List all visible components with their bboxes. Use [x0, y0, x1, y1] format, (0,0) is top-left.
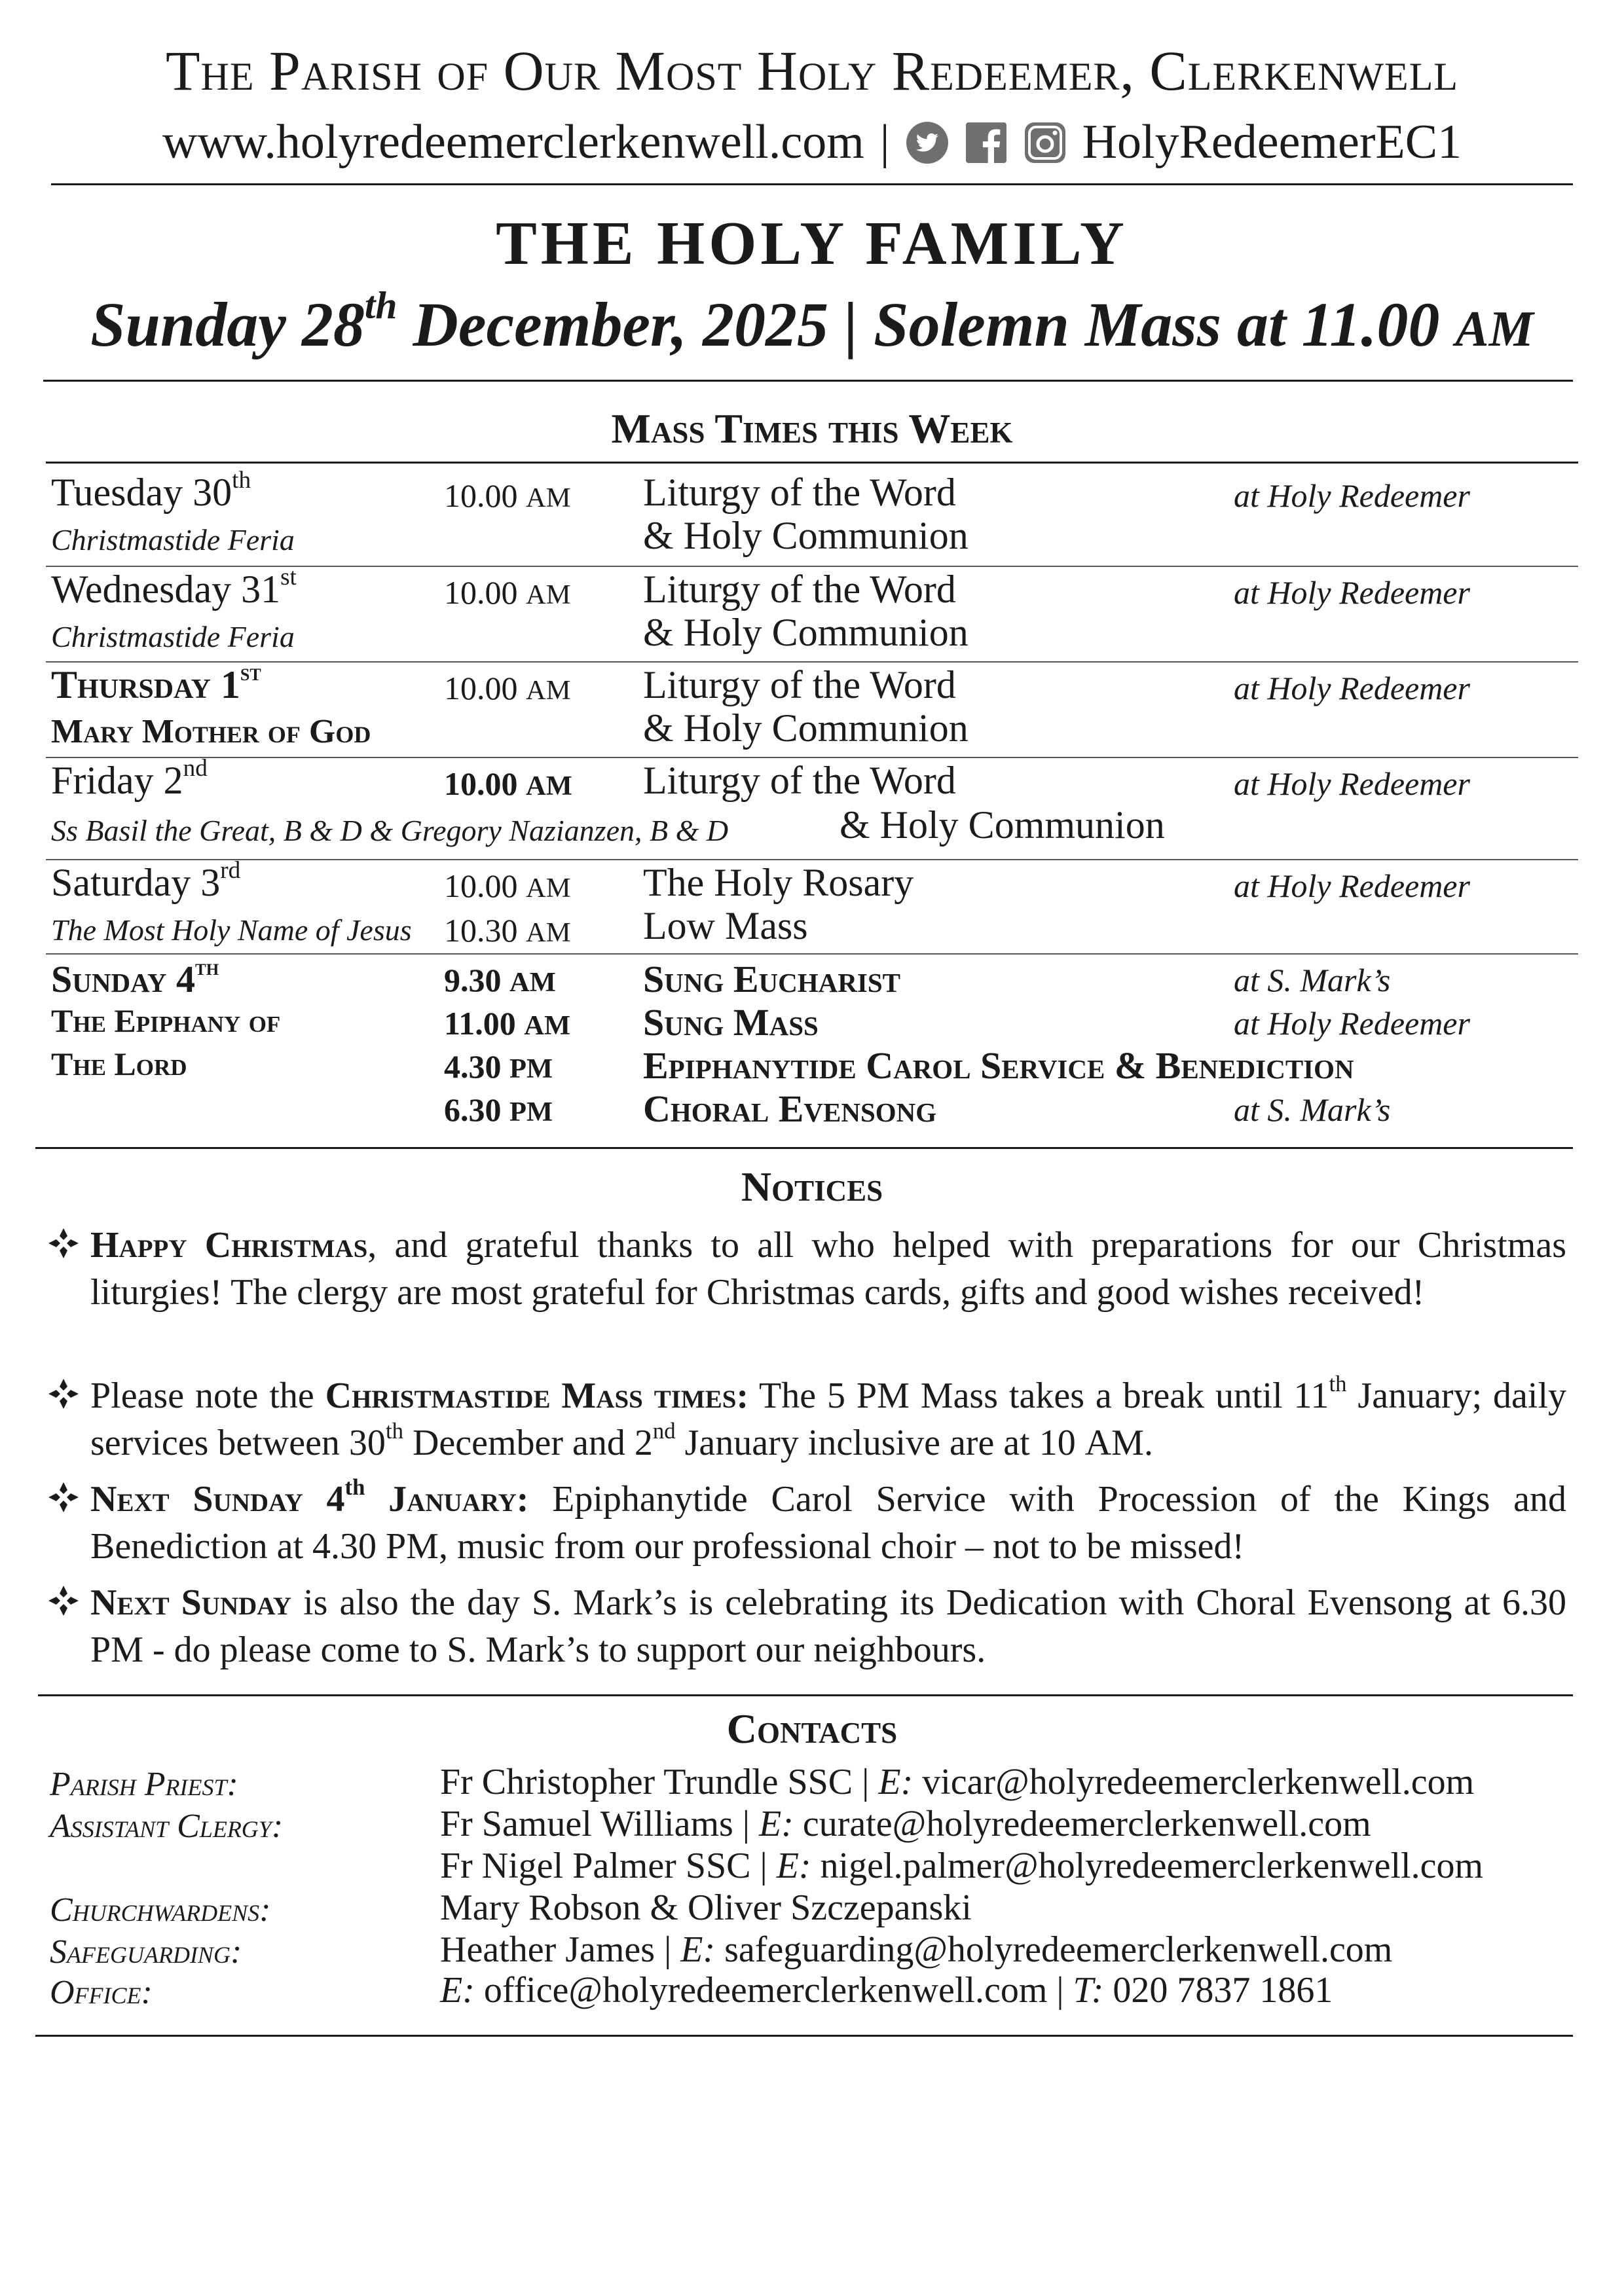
day-label: Sunday 4th: [51, 954, 219, 1000]
social-handle[interactable]: HolyRedeemerEC1: [1082, 115, 1462, 169]
time: 10.00 AM: [444, 477, 571, 514]
liturgy-line-2: & Holy Communion: [643, 611, 969, 654]
time-4: 6.30 PM: [444, 1091, 553, 1128]
contact-value: E: office@holyredeemerclerkenwell.com | T: 020 7837 1861: [440, 1970, 1333, 2011]
day-sub: Mary Mother of God: [51, 713, 371, 750]
liturgy-line-1: Liturgy of the Word: [643, 568, 956, 611]
mass-row-tuesday: [46, 467, 1578, 562]
time: 10.00 AM: [444, 574, 571, 611]
notice-bullet-icon: [47, 1227, 80, 1260]
mass-row-wednesday: [46, 564, 1578, 659]
contacts-bottom-rule: [35, 2035, 1573, 2037]
service-4: Choral Evensong: [643, 1087, 937, 1130]
separator: |: [879, 115, 890, 169]
day-label: Thursday 1st: [51, 659, 261, 706]
contact-value: Mary Robson & Oliver Szczepanski: [440, 1887, 972, 1928]
notices-bottom-rule: [38, 1694, 1573, 1696]
location-1: at S. Mark’s: [1234, 962, 1391, 998]
title-rule: [43, 380, 1573, 382]
liturgy-line-1: The Holy Rosary: [643, 861, 914, 904]
mass-row-friday: [46, 755, 1578, 855]
time-3: 4.30 PM: [444, 1048, 553, 1085]
notices-heading: Notices: [741, 1163, 883, 1210]
contacts-heading: Contacts: [726, 1705, 898, 1752]
location: at Holy Redeemer: [1234, 765, 1470, 802]
contact-value: Fr Nigel Palmer SSC | E: nigel.palmer@holyredeemerclerkenwell.com: [440, 1846, 1484, 1886]
location: at Holy Redeemer: [1234, 477, 1470, 514]
time-2: 11.00 AM: [444, 1005, 571, 1042]
notice-bullet-icon: [47, 1584, 80, 1617]
time-1: 10.00 AM: [444, 867, 571, 904]
contact-label: Assistant Clergy:: [50, 1808, 284, 1845]
liturgy-line-2: & Holy Communion: [643, 514, 969, 557]
service-1: Sung Eucharist: [643, 958, 900, 1000]
location: at Holy Redeemer: [1234, 670, 1470, 706]
location-4: at S. Mark’s: [1234, 1091, 1391, 1128]
time-1: 9.30 AM: [444, 962, 556, 998]
header-rule: [51, 183, 1573, 185]
liturgy-line-1: Liturgy of the Word: [643, 471, 956, 514]
twitter-icon[interactable]: [906, 121, 949, 164]
date-line: Sunday 28th December, 2025 | Solemn Mass at 11.00 AM: [90, 283, 1534, 359]
email-link[interactable]: nigel.palmer@holyredeemerclerkenwell.com: [811, 1846, 1484, 1886]
contact-label: Churchwardens:: [50, 1891, 271, 1929]
contact-value: Fr Christopher Trundle SSC | E: vicar@holyredeemerclerkenwell.com: [440, 1762, 1475, 1802]
day-label: Wednesday 31st: [51, 564, 297, 611]
notice-bullet-icon: [47, 1377, 80, 1410]
mass-times-heading: Mass Times this Week: [611, 405, 1013, 452]
liturgy-line-1: Liturgy of the Word: [643, 759, 956, 802]
notice-item: Happy Christmas, and grateful thanks to all who helped with preparations for our Christmas liturgies! The clergy are most grateful for Christmas cards, gifts and good wishes received!: [47, 1222, 1566, 1316]
notice-item: Please note the Christmastide Mass times: The 5 PM Mass takes a break until 11th January; daily services between 30th December and 2nd January inclusive are at 10 AM.: [47, 1372, 1566, 1467]
day-label: Saturday 3rd: [51, 857, 241, 904]
mass-table-bottom-rule: [35, 1147, 1573, 1149]
liturgy-line-2: & Holy Communion: [643, 706, 969, 750]
contact-label: Parish Priest:: [50, 1766, 238, 1803]
notice-item: Next Sunday is also the day S. Mark’s is celebrating its Dedication with Choral Evensong at 6.30 PM - do please come to S. Mark’s to support our neighbours.: [47, 1579, 1566, 1673]
location-2: at Holy Redeemer: [1234, 1005, 1470, 1042]
contact-value: Fr Samuel Williams | E: curate@holyredeemerclerkenwell.com: [440, 1804, 1371, 1844]
row-divider: [46, 953, 1578, 955]
day-sub: Ss Basil the Great, B & D & Gregory Nazianzen, B & D: [51, 814, 729, 847]
facebook-icon[interactable]: [965, 121, 1008, 164]
location: at Holy Redeemer: [1234, 574, 1470, 611]
service-3: Epiphanytide Carol Service & Benediction: [643, 1044, 1354, 1087]
time: 10.00 AM: [444, 765, 572, 802]
day-label: Tuesday 30th: [51, 467, 251, 514]
mass-row-saturday: [46, 857, 1578, 952]
time-2: 10.30 AM: [444, 912, 571, 949]
day-sub-2: The Lord: [51, 1046, 187, 1082]
email-link[interactable]: curate@holyredeemerclerkenwell.com: [793, 1804, 1371, 1844]
website-line: [0, 115, 1624, 170]
mass-row-thursday: [46, 659, 1578, 754]
day-label: Friday 2nd: [51, 755, 208, 802]
day-sub: The Most Holy Name of Jesus: [51, 913, 412, 947]
day-sub: Christmastide Feria: [51, 523, 295, 556]
instagram-icon[interactable]: [1024, 121, 1067, 164]
location: at Holy Redeemer: [1234, 867, 1470, 904]
service-2: Sung Mass: [643, 1001, 819, 1044]
email-link[interactable]: vicar@holyredeemerclerkenwell.com: [913, 1762, 1475, 1802]
website-link[interactable]: www.holyredeemerclerkenwell.com: [162, 115, 864, 169]
parish-name: The Parish of Our Most Holy Redeemer, Clerkenwell: [166, 39, 1458, 102]
mass-table-top-rule: [46, 462, 1578, 464]
feast-title: THE HOLY FAMILY: [496, 210, 1128, 278]
contact-label: Safeguarding:: [50, 1933, 242, 1971]
email-link[interactable]: safeguarding@holyredeemerclerkenwell.com: [715, 1929, 1393, 1970]
day-sub: Christmastide Feria: [51, 620, 295, 653]
contact-value: Heather James | E: safeguarding@holyredeemerclerkenwell.com: [440, 1929, 1393, 1970]
liturgy-line-2: & Holy Communion: [840, 803, 1165, 847]
liturgy-line-2: Low Mass: [643, 904, 808, 947]
phone-number[interactable]: 020 7837 1861: [1103, 1970, 1333, 2011]
notice-bullet-icon: [47, 1481, 80, 1514]
contact-label: Office:: [50, 1974, 153, 2011]
mass-row-sunday: [46, 954, 1578, 1140]
time: 10.00 AM: [444, 670, 571, 706]
liturgy-line-1: Liturgy of the Word: [643, 663, 956, 706]
notice-item: Next Sunday 4th January: Epiphanytide Carol Service with Procession of the Kings and Benediction at 4.30 PM, music from our professional choir – not to be missed!: [47, 1476, 1566, 1570]
email-link[interactable]: office@holyredeemerclerkenwell.com |: [474, 1970, 1073, 2011]
day-sub-1: The Epiphany of: [51, 1002, 281, 1039]
